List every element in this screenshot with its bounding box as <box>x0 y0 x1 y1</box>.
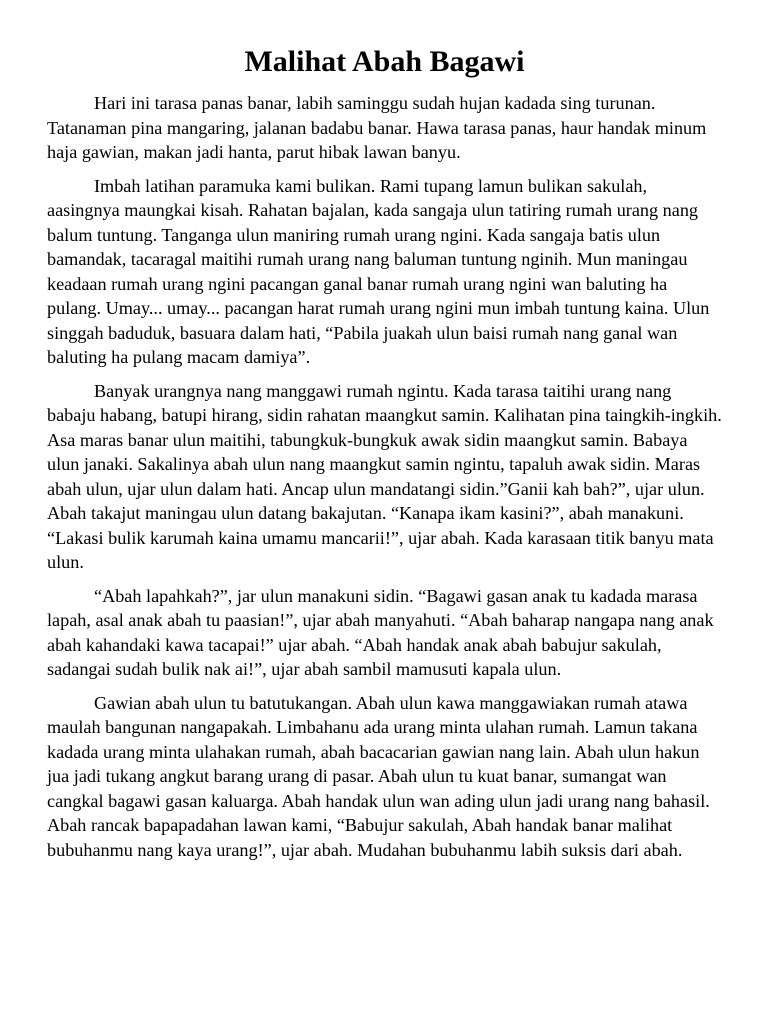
paragraph-5: Gawian abah ulun tu batutukangan. Abah ulun kawa manggawiakan rumah atawa maulah bangunan nangapakah. Limbahanu ada urang minta ulahan rumah. Lamun takana kadada urang minta ulahakan rumah, abah bacacarian gawian nang lain. Abah ulun hakun jua jadi tukang angkut barang urang di pasar. Abah ulun tu kuat banar, sumangat wan cangkal bagawi gasan kaluarga. Abah handak ulun wan ading ulun jadi urang nang bahasil. Abah rancak bapapadahan lawan kami, “Babujur sakulah, Abah handak banar malihat bubuhanmu nang kaya urang!”, ujar abah. Mudahan bubuhanmu labih suksis dari abah. <box>47 692 710 860</box>
paragraph-4: “Abah lapahkah?”, jar ulun manakuni sidin. “Bagawi gasan anak tu kadada marasa lapah, asal anak abah tu paasian!”, ujar abah manyahuti. “Abah baharap nangapa nang anak abah kahandaki kawa tacapai!” ujar abah. “Abah handak anak abah babujur sakulah, sadangai sudah bulik nak ai!”, ujar abah sambil mamusuti kapala ulun. <box>47 585 714 679</box>
paragraph-1: Hari ini tarasa panas banar, labih saminggu sudah hujan kadada sing turunan. Tatanaman pina mangaring, jalanan badabu banar. Hawa tarasa panas, haur handak minum haja gawian, makan jadi hanta, parut hibak lawan banyu. <box>47 93 707 162</box>
paragraph-2: Imbah latihan paramuka kami bulikan. Rami tupang lamun bulikan sakulah, aasingnya maungkai kisah. Rahatan bajalan, kada sangaja ulun tatiring rumah urang nang balum tuntung. Tanganga ulun maniring rumah urang ngini. Kada sangaja batis ulun bamandak, tacaragal maitihi rumah urang nang baluman tuntung nginih. Mun maningau keadaan rumah urang ngini pacangan ganal banar rumah urang ngini wan baluting ha pulang. Umay... umay... pacangan harat rumah urang ngini mun imbah tuntung kaina. Ulun singgah baduduk, basuara dalam hati, “Pabila juakah ulun baisi rumah nang ganal wan baluting ha pulang macam damiya”. <box>47 175 710 367</box>
paragraph-3: Banyak urangnya nang manggawi rumah ngintu. Kada tarasa taitihi urang nang babaju habang, batupi hirang, sidin rahatan maangkut samin. Kalihatan pina taingkih-ingkih. Asa maras banar ulun maitihi, tabungkuk-bungkuk awak sidin maangkut samin. Babaya ulun janaki. Sakalinya abah ulun nang maangkut samin ngintu, tapaluh awak sidin. Maras abah ulun, ujar ulun dalam hati. Ancap ulun mandatangi sidin.”Ganii kah bah?”, ujar ulun. Abah takajut maningau ulun datang bakajutan. “Kanapa ikam kasini?”, abah manakuni. “Lakasi bulik karumah kaina umamu mancarii!”, ujar abah. Kada karasaan titik banyu mata ulun. <box>47 380 722 572</box>
document-title: Malihat Abah Bagawi <box>244 45 525 78</box>
